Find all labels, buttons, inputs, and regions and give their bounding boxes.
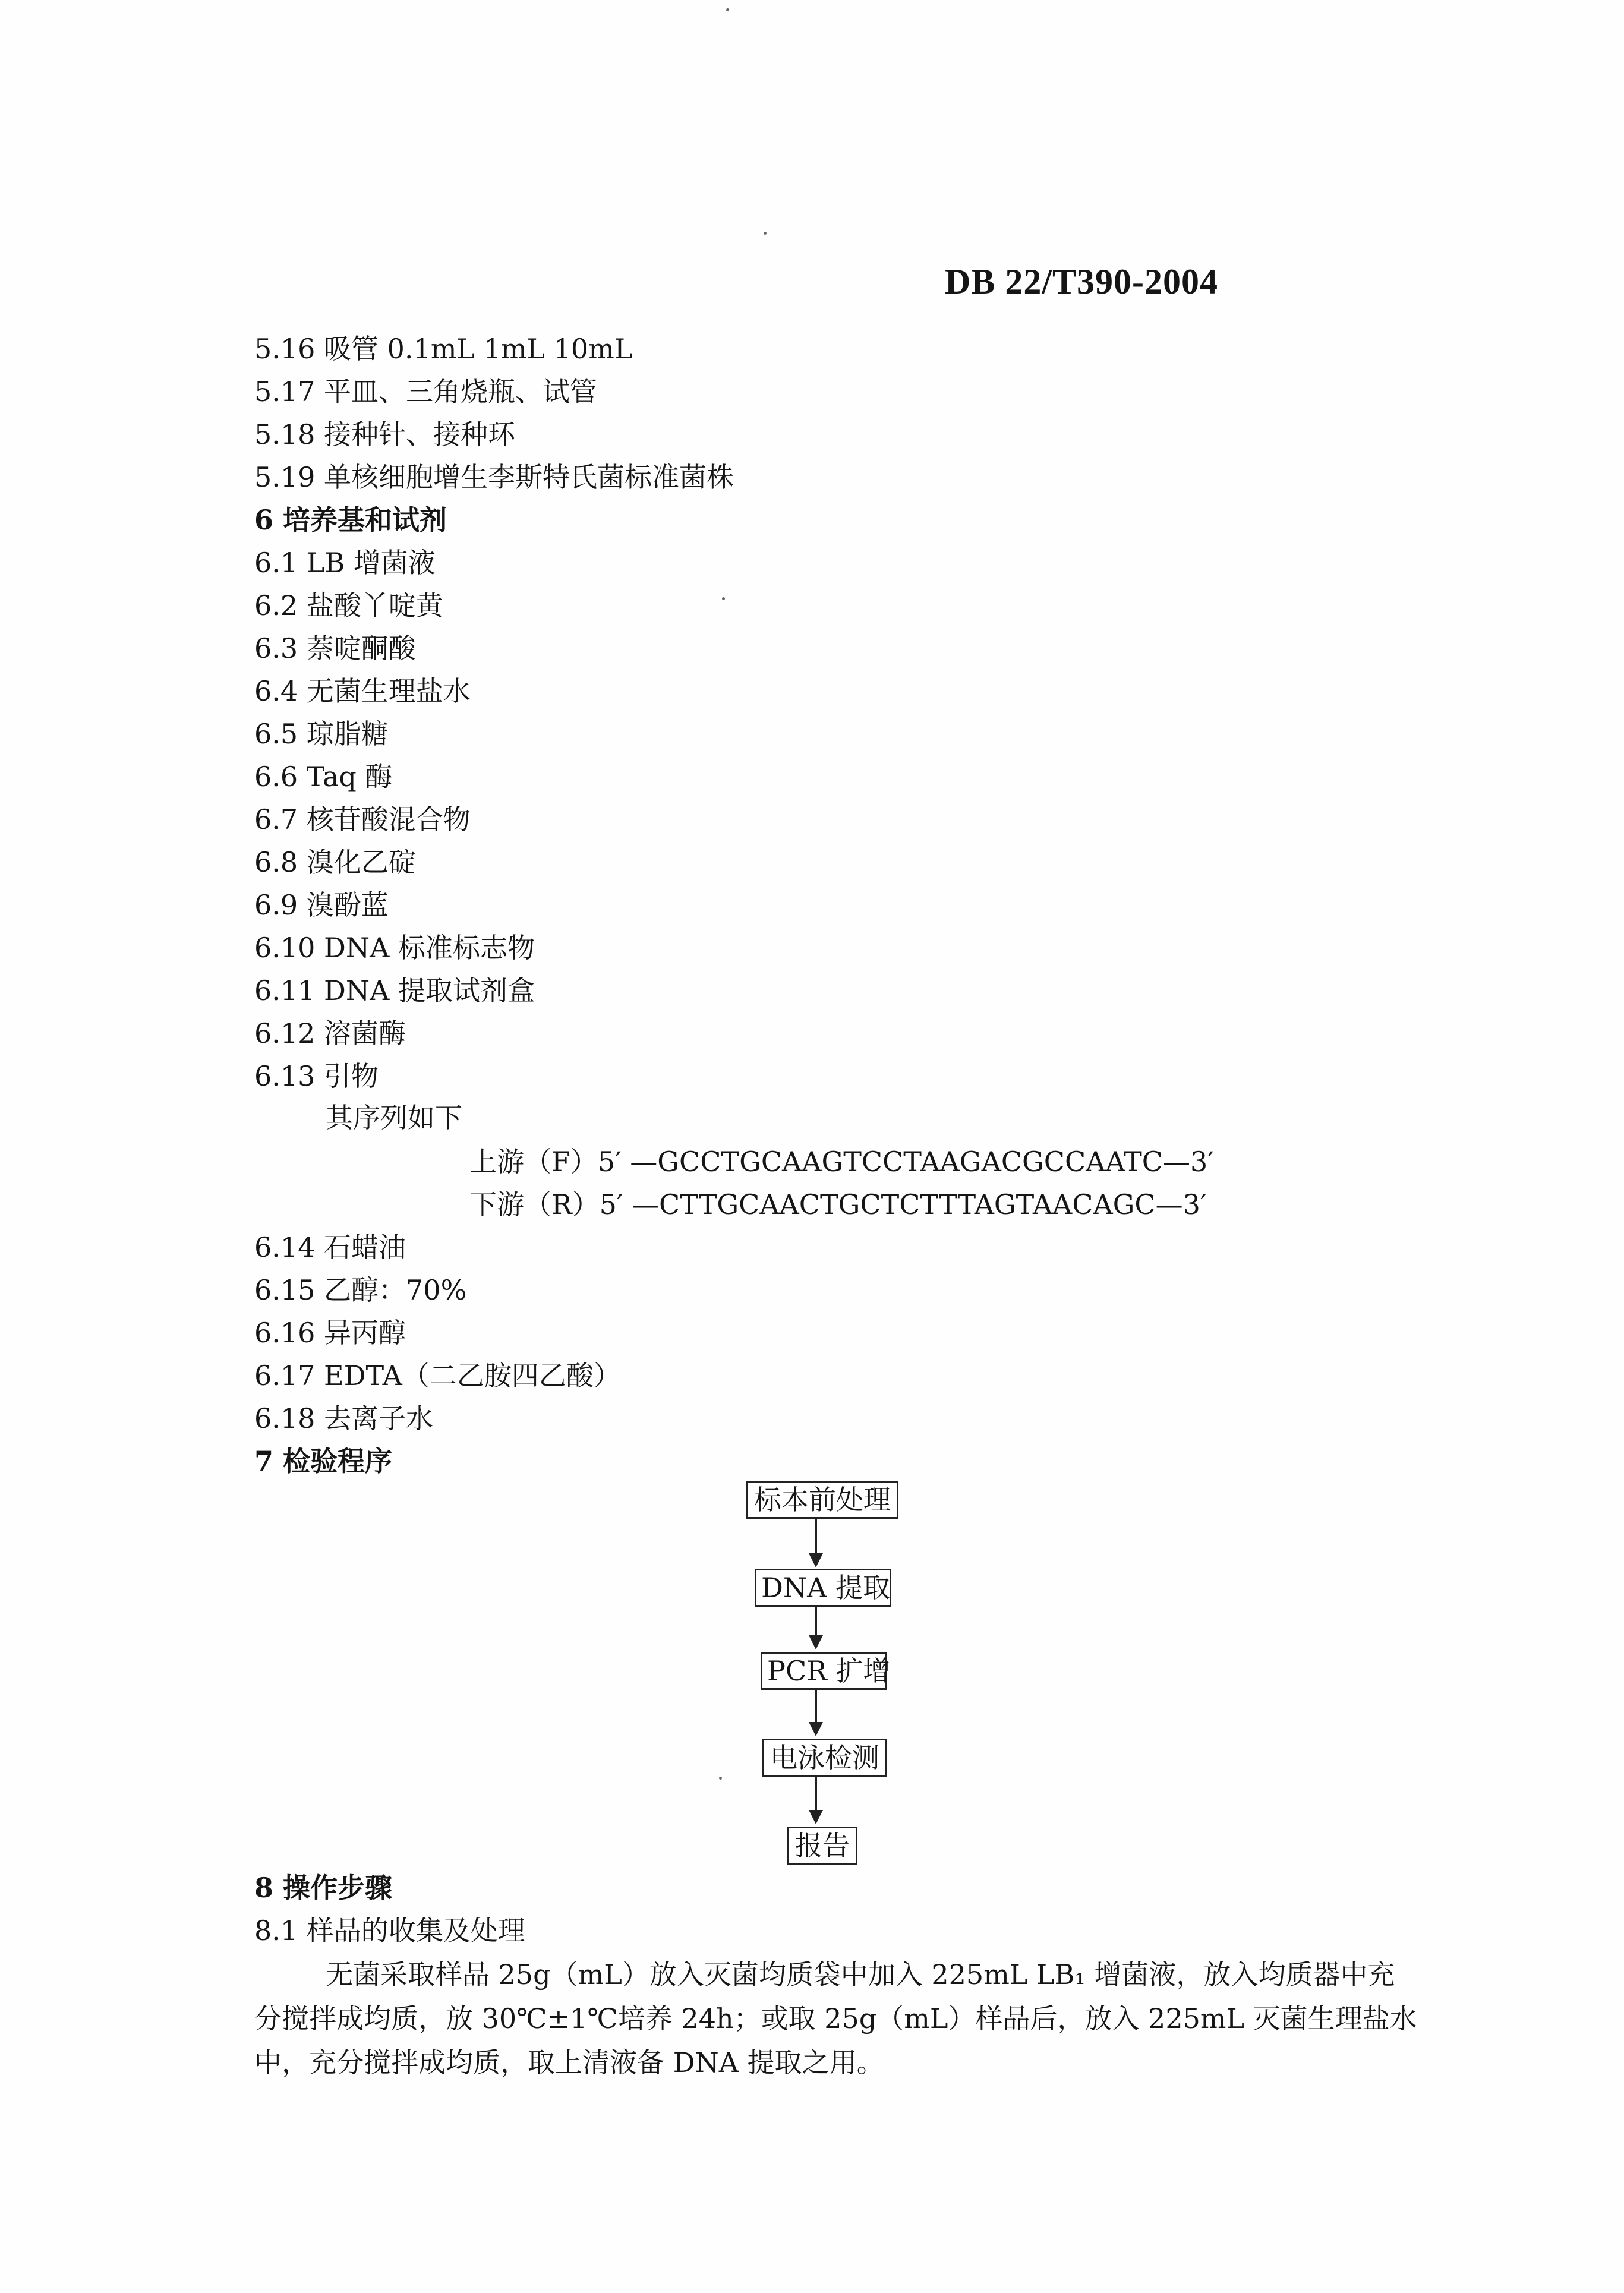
list-item: 6.15 乙醇：70%	[254, 1274, 467, 1306]
flow-step-electrophoresis: 电泳检测	[762, 1739, 887, 1777]
list-item: 6.7 核苷酸混合物	[254, 803, 471, 835]
list-item: 6.17 EDTA（二乙胺四乙酸）	[254, 1360, 621, 1392]
list-item: 6.3 萘啶酮酸	[254, 632, 416, 664]
flow-step-sample-pretreatment: 标本前处理	[746, 1481, 898, 1519]
list-item: 6.8 溴化乙碇	[254, 846, 416, 878]
flow-arrow-icon	[806, 1607, 825, 1651]
list-item: 6.14 石蜡油	[254, 1231, 406, 1263]
section-heading: 7 检验程序	[254, 1445, 393, 1477]
paragraph-line: 中，充分搅拌成均质，取上清液备 DNA 提取之用。	[254, 2046, 884, 2078]
scan-speck	[726, 8, 729, 11]
scan-speck	[719, 1777, 722, 1780]
list-item: 5.16 吸管 0.1mL 1mL 10mL	[254, 333, 633, 365]
list-item: 6.5 琼脂糖	[254, 718, 389, 750]
list-item: 6.12 溶菌酶	[254, 1017, 406, 1049]
document-code: DB 22/T390-2004	[945, 262, 1219, 301]
scan-speck	[722, 597, 725, 600]
list-item: 6.1 LB 增菌液	[254, 547, 436, 579]
list-item: 5.18 接种针、接种环	[254, 418, 516, 450]
list-item: 6.4 无菌生理盐水	[254, 675, 471, 707]
section-heading: 6 培养基和试剂	[254, 504, 447, 536]
list-item: 5.17 平皿、三角烧瓶、试管	[254, 376, 598, 408]
flow-arrow-icon	[806, 1777, 825, 1825]
list-item: 6.18 去离子水	[254, 1402, 434, 1434]
flow-step-pcr-amplification: PCR 扩增	[761, 1652, 887, 1690]
list-item: 6.9 溴酚蓝	[254, 889, 389, 921]
list-item: 6.2 盐酸丫啶黄	[254, 589, 443, 622]
paragraph-line: 分搅拌成均质，放 30℃±1℃培养 24h；或取 25g（mL）样品后，放入 225mL 灭菌生理盐水	[254, 2002, 1417, 2035]
flow-arrow-icon	[806, 1690, 825, 1737]
flow-step-dna-extraction: DNA 提取	[755, 1569, 891, 1607]
list-item: 6.13 引物	[254, 1060, 379, 1092]
subsection-heading: 8.1 样品的收集及处理	[254, 1914, 525, 1947]
flow-step-report: 报告	[787, 1827, 857, 1865]
list-item: 6.11 DNA 提取试剂盒	[254, 974, 535, 1007]
scan-speck	[764, 232, 767, 235]
list-item: 5.19 单核细胞增生李斯特氏菌标准菌株	[254, 461, 734, 493]
list-item: 6.16 异丙醇	[254, 1317, 406, 1349]
list-item: 6.6 Taq 酶	[254, 761, 393, 793]
primer-forward: 上游（F）5′ —GCCTGCAAGTCCTAAGACGCCAATC—3′	[469, 1146, 1214, 1178]
paragraph-line: 无菌采取样品 25g（mL）放入灭菌均质袋中加入 225mL LB₁ 增菌液，放入均质器中充	[326, 1958, 1395, 1991]
list-item: 6.10 DNA 标准标志物	[254, 932, 535, 964]
section-heading: 8 操作步骤	[254, 1872, 393, 1904]
sequence-lead: 其序列如下	[326, 1102, 462, 1134]
primer-reverse: 下游（R）5′ —CTTGCAACTGCTCTTTAGTAACAGC—3′	[469, 1188, 1207, 1220]
flow-arrow-icon	[806, 1519, 825, 1569]
